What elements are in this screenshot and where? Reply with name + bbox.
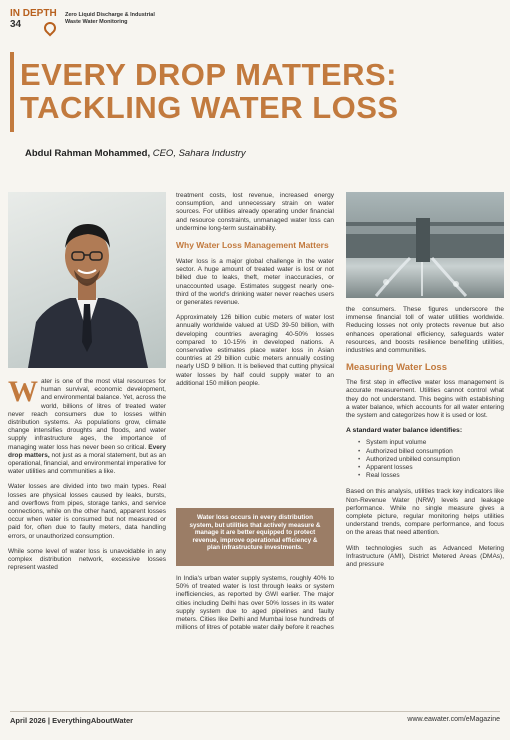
paragraph: the consumers. These figures underscore the immense financial toll of water utilities worldwide. Reducing losses not only protects revenue but also enhances operational efficiency, safeguards water resources, and boosts resilience benefiting utilities, industries and communities. [346,306,504,355]
column-2 [176,192,334,395]
title-accent-bar [10,52,14,132]
pull-quote: Water loss occurs in every distribution system, but utilities that actively measure & manage it are better equipped to protect revenue, improve operational efficiency & plan infrastructure investments. [176,508,334,566]
dropcap: W [8,375,38,408]
list-item: • Authorized unbilled consumption [360,456,504,464]
byline [25,148,246,159]
section-label: IN DEPTH [10,8,57,19]
column-1 [8,375,166,579]
footer-issue: April 2026 | EverythingAboutWater [10,716,134,725]
intro-text: ater is one of the most vital resources for human survival, economic development, and environmental balance. Yet, across the world, billions of litres of treated water never reach consumers due to losses within distribution systems. As populations grow, climate change intensifies droughts and floods, and water supply infrastructure ages, the importance of managing water loss has never been so critical. [8,378,166,451]
article-title-line1: EVERY DROP MATTERS: [20,57,397,92]
author-photo [8,192,166,368]
list-item: • System input volume [360,439,504,447]
water-balance-list-title: A standard water balance identifies: [346,427,463,435]
subhead-why-matters: Why Water Loss Management Matters [176,240,329,251]
page-number: 34 [10,19,22,30]
author-role: CEO, Sahara Industry [150,148,246,159]
paragraph: The first step in effective water loss management is accurate measurement. Utilities cannot control what they do not understand. This begins with establishing a water balance, which accounts for all water entering the system and categorizes how it is used or lost. [346,379,504,420]
section-subtitle [65,12,155,25]
footer-divider [10,711,500,712]
list-item: • Authorized billed consumption [360,448,504,456]
pipe-illustration [346,192,504,298]
water-balance-list [346,439,504,480]
intro-bold: Every drop matters, [8,443,166,459]
paragraph: Water loss is a major global challenge in the water sector. A huge amount of treated water is lost or not billed due to leaks, theft, meter inaccuracies, or unaccounted usage. Estimates suggest nearly one-third of the world's drinking water never reaches users or generates revenue. [176,258,334,307]
leaking-pipe-photo [346,192,504,298]
article-title-line2: TACKLING WATER LOSS [20,90,399,125]
paragraph: Water losses are divided into two main types. Real losses are physical losses caused by leaks, bursts, and overflows from pipes, storage tanks, and service connections, while on the other hand, apparent losses occur when water is consumed but not measured or paid for, often due to faulty meters, data handling errors, or unauthorized consumption. [8,483,166,540]
intro-paragraph [8,375,166,476]
column-2-bottom [176,575,334,639]
paragraph: Approximately 126 billion cubic meters of water lost annually worldwide valued at USD 39-50 billion, with developing countries averaging 40-50% losses compared to 10-15% in developed nations. A conservative estimates place water loss in Asian countries at 29 billion cubic meters annually costing nearly USD 9 billion. It is believed that cutting physical water losses by half could supply water to an additional 150 million people. [176,314,334,387]
list-item: • Apparent losses [360,464,504,472]
paragraph: treatment costs, lost revenue, increased energy consumption, and unnecessary strain on water sources. For utilities already operating under financial and resource constraints, unmanaged water loss can undermine long-term sustainability. [176,192,334,232]
author-name: Abdul Rahman Mohammed, [25,148,151,159]
section-subtitle-line2: Waste Water Monitoring [65,18,128,25]
author-portrait-illustration [8,192,166,368]
article-title [20,58,500,124]
paragraph: While some level of water loss is unavoidable in any complex distribution network, excessive losses represent wasted [8,547,166,572]
paragraph: Based on this analysis, utilities track key indicators like Non-Revenue Water (NRW) levels and leakage performance. While no single measure gives a complete picture, regular monitoring helps utilities understand trends, compare performance, and focus on the areas that need attention. [346,488,504,537]
paragraph: In India's urban water supply systems, roughly 40% to 50% of treated water is lost through leaks or system inefficiencies, as reported by GWI earlier. The major cities including Delhi has over 50% losses in its water supply system due to aged pipelines and faulty meters. Cities like Delhi and Mumbai lose hundreds of millions of litres of potable water daily before it reaches [176,575,334,632]
paragraph: With technologies such as Advanced Metering Infrastructure (AMI), District Metered Areas (DMAs), and pressure [346,544,504,569]
list-item: • Real losses [360,472,504,480]
section-subtitle-line1: Zero Liquid Discharge & Industrial [65,12,155,18]
footer-url[interactable]: www.eawater.com/eMagazine [407,716,500,723]
intro-tail: not just as a moral statement, but as an operational, financial, and environmental imperative for water utilities and communities a like. [8,451,166,476]
section-head-measuring: Measuring Water Loss [346,362,448,374]
column-3 [346,306,504,576]
